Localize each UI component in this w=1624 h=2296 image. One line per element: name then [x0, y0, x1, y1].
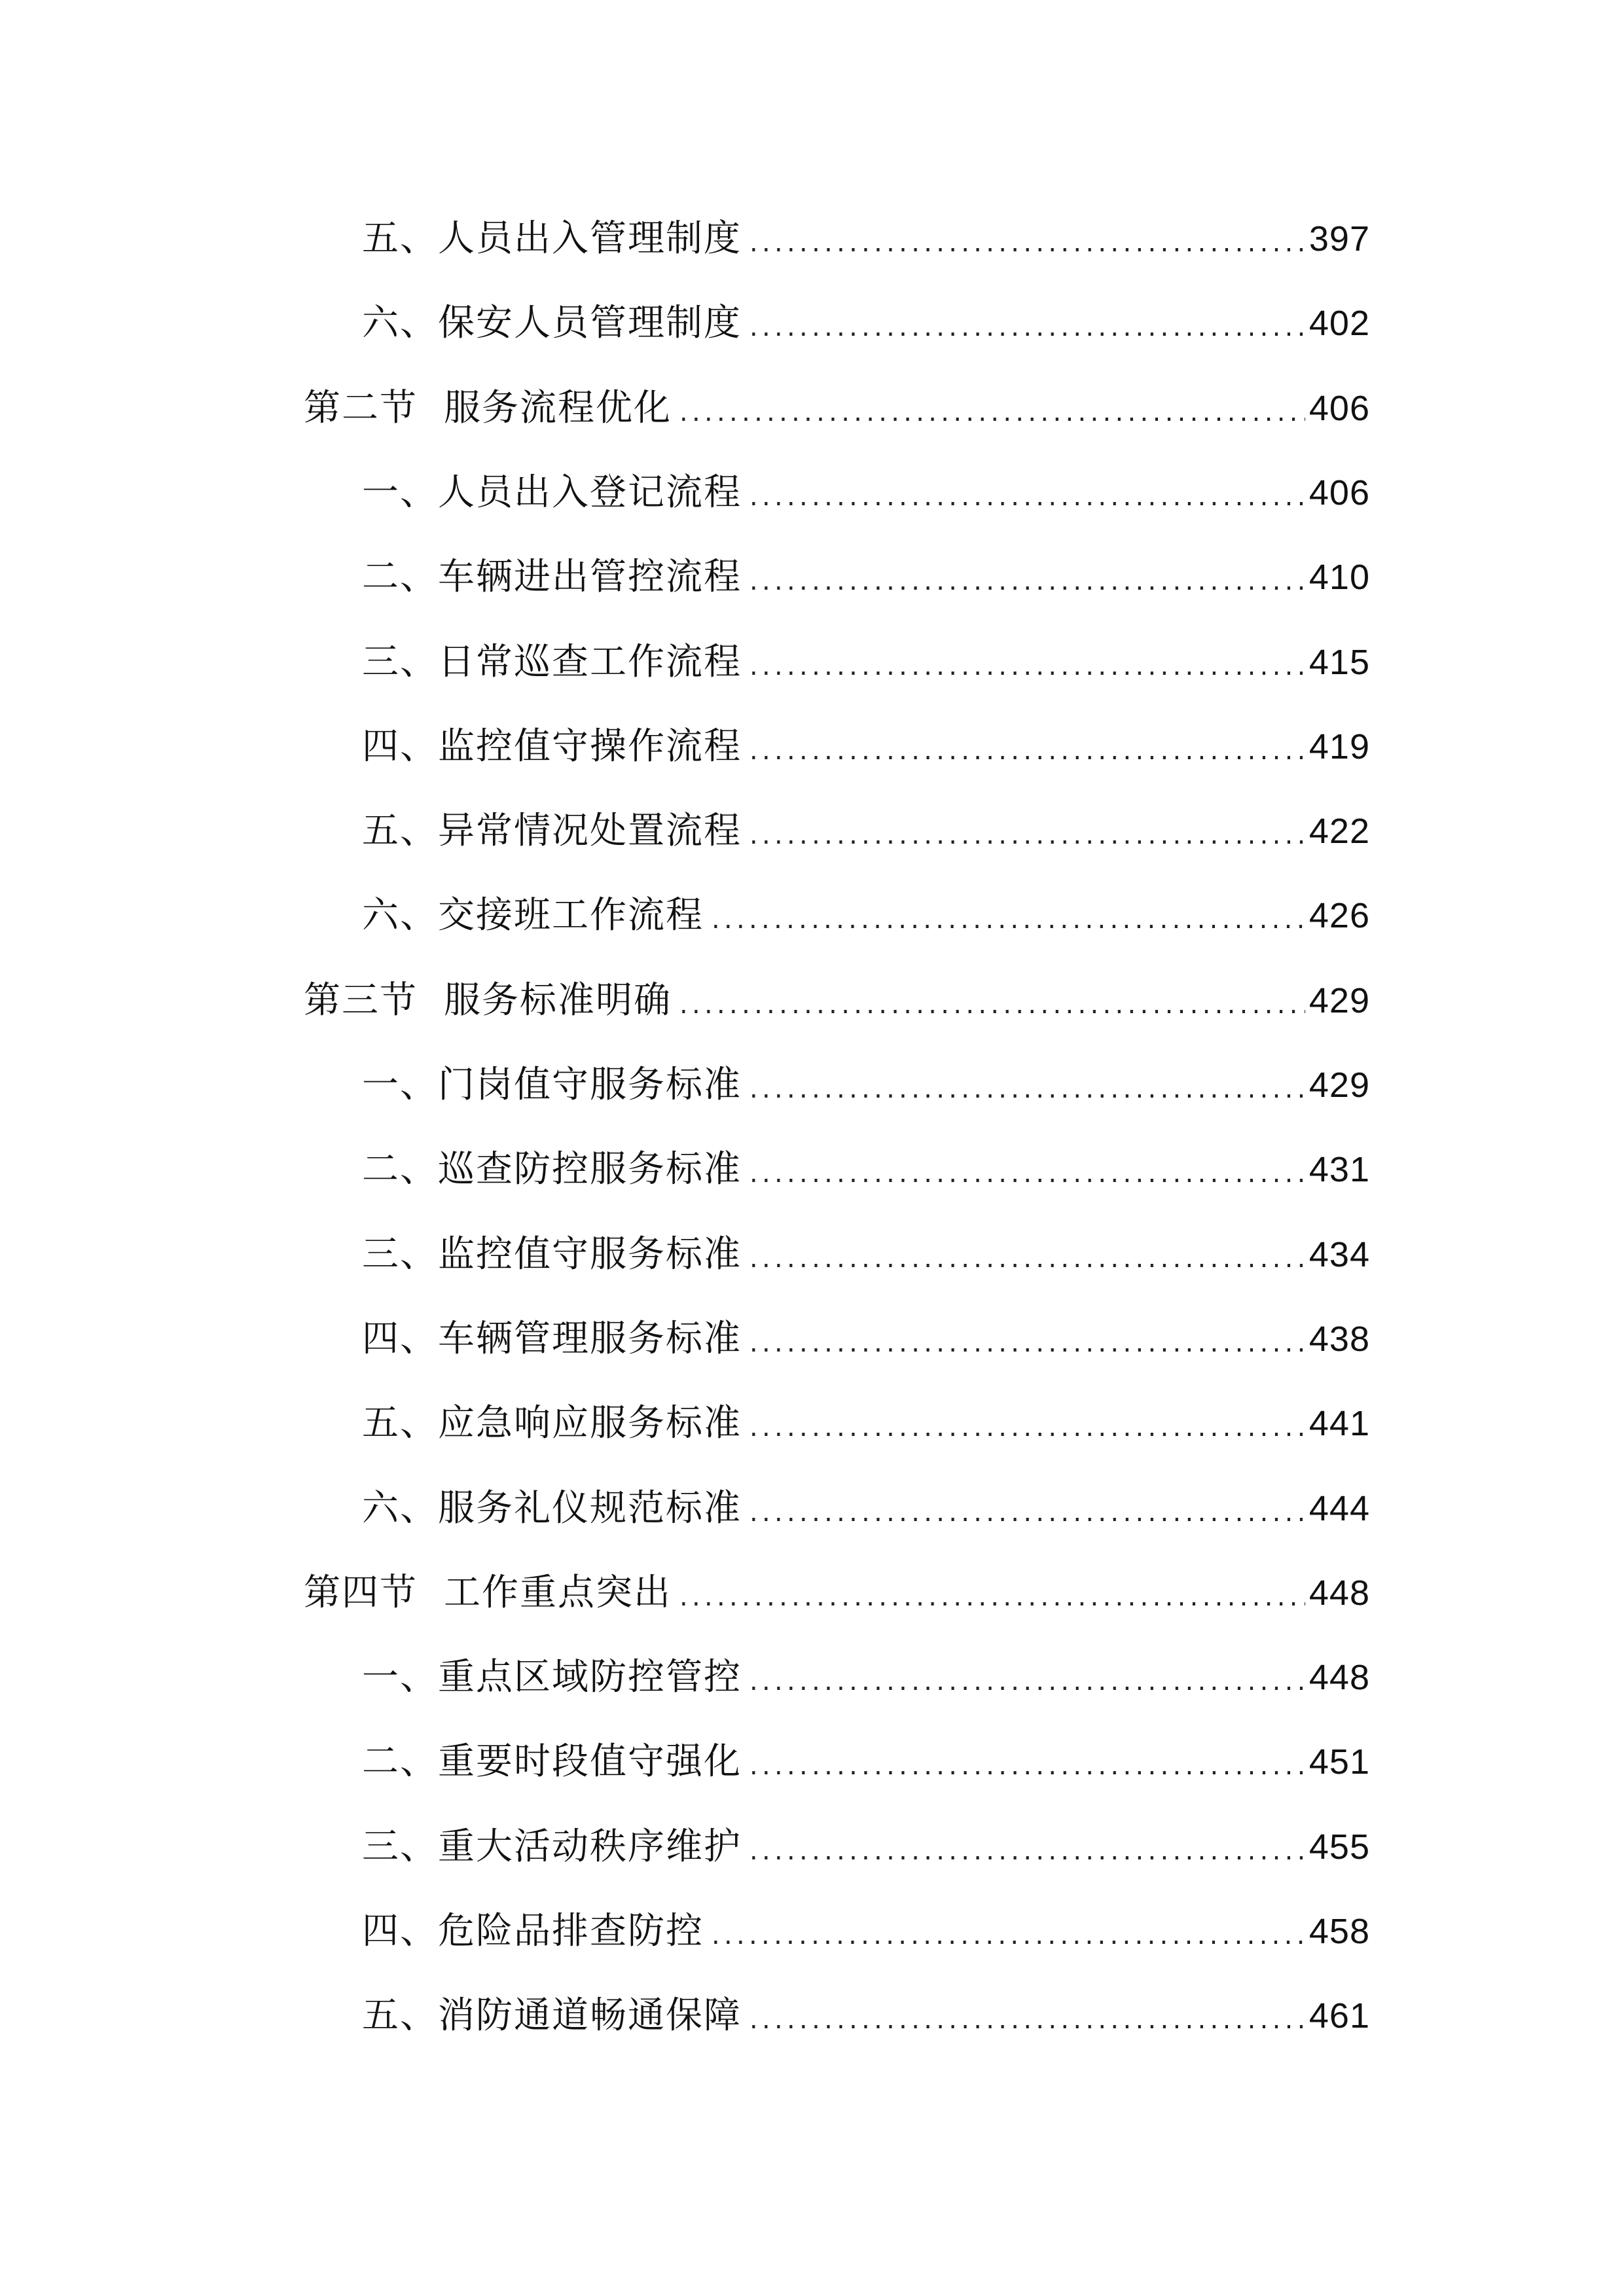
- toc-leader-dots: [749, 555, 1305, 603]
- toc-leader-dots: [749, 217, 1305, 265]
- toc-leader-dots: [712, 893, 1305, 942]
- toc-page-number: 461: [1308, 1996, 1370, 2036]
- toc-entry[interactable]: [362, 297, 1370, 350]
- toc-entry-title: 五、异常情况处置流程: [362, 810, 742, 852]
- toc-leader-dots: [679, 978, 1305, 1027]
- toc-leader-dots: [749, 1994, 1305, 2042]
- toc-page-number: 431: [1308, 1150, 1370, 1189]
- toc-entry[interactable]: [362, 1990, 1370, 2042]
- toc-entry-title: 六、服务礼仪规范标准: [362, 1487, 742, 1530]
- toc-entry-title: 六、交接班工作流程: [362, 894, 704, 937]
- toc-entry-title: 一、人员出入登记流程: [362, 471, 742, 514]
- toc-entry[interactable]: [362, 1651, 1370, 1704]
- toc-entry-title: 三、重大活动秩序维护: [362, 1825, 742, 1868]
- toc-page-number: 434: [1308, 1235, 1370, 1274]
- toc-entry-title: 二、车辆进出管控流程: [362, 556, 742, 598]
- toc-leader-dots: [749, 1655, 1305, 1704]
- toc-page-number: 397: [1308, 219, 1370, 259]
- toc-page-number: 438: [1308, 1319, 1370, 1359]
- toc-page-number: 419: [1308, 727, 1370, 766]
- toc-section-title: 第二节 服务流程优化: [304, 387, 672, 429]
- toc-section-title: 第四节 工作重点突出: [304, 1571, 672, 1614]
- toc-entry[interactable]: [362, 805, 1370, 857]
- toc-leader-dots: [679, 1571, 1305, 1619]
- toc-entry-title: 一、重点区域防控管控: [362, 1656, 742, 1698]
- toc-entry[interactable]: [362, 1905, 1370, 1958]
- toc-entry-title: 三、日常巡查工作流程: [362, 641, 742, 683]
- toc-entry-title: 六、保安人员管理制度: [362, 302, 742, 344]
- toc-entry[interactable]: [362, 1229, 1370, 1281]
- toc-section-entry[interactable]: [304, 382, 1370, 435]
- toc-leader-dots: [749, 1147, 1305, 1196]
- toc-entry-title: 五、人员出入管理制度: [362, 217, 742, 260]
- toc-entry-title: 二、巡查防控服务标准: [362, 1148, 742, 1191]
- toc-entry[interactable]: [362, 1482, 1370, 1535]
- toc-leader-dots: [749, 301, 1305, 350]
- toc-entry[interactable]: [362, 551, 1370, 603]
- toc-page-number: 429: [1308, 981, 1370, 1020]
- toc-entry-title: 二、重要时段值守强化: [362, 1740, 742, 1783]
- toc-section-title: 第三节 服务标准明确: [304, 979, 672, 1022]
- toc-page-number: 402: [1308, 304, 1370, 343]
- toc-leader-dots: [749, 1401, 1305, 1450]
- toc-entry-title: 一、门岗值守服务标准: [362, 1064, 742, 1106]
- toc-page-number: 422: [1308, 812, 1370, 851]
- toc-entry[interactable]: [362, 1143, 1370, 1196]
- toc-page-number: 458: [1308, 1912, 1370, 1951]
- toc-entry-title: 五、应急响应服务标准: [362, 1402, 742, 1444]
- toc-page-number: 451: [1308, 1742, 1370, 1782]
- toc-section-entry[interactable]: [304, 1567, 1370, 1619]
- toc-entry[interactable]: [362, 1821, 1370, 1873]
- toc-leader-dots: [679, 386, 1305, 435]
- toc-entry-title: 四、车辆管理服务标准: [362, 1318, 742, 1360]
- toc-entry-title: 四、监控值守操作流程: [362, 725, 742, 768]
- toc-entry-title: 四、危险品排查防控: [362, 1910, 704, 1952]
- toc-page-number: 406: [1308, 473, 1370, 512]
- toc-leader-dots: [749, 1317, 1305, 1365]
- toc-page-number: 426: [1308, 896, 1370, 935]
- toc-page-number: 415: [1308, 643, 1370, 682]
- toc-entry[interactable]: [362, 213, 1370, 265]
- toc-entry-title: 三、监控值守服务标准: [362, 1233, 742, 1276]
- toc-page-number: 441: [1308, 1404, 1370, 1443]
- toc-page-number: 406: [1308, 389, 1370, 428]
- toc-leader-dots: [749, 1063, 1305, 1111]
- toc-page-number: 455: [1308, 1827, 1370, 1867]
- toc-entry[interactable]: [362, 636, 1370, 689]
- toc-entry[interactable]: [362, 1313, 1370, 1365]
- toc-page-number: 429: [1308, 1066, 1370, 1105]
- toc-leader-dots: [712, 1909, 1305, 1958]
- toc-section-entry[interactable]: [304, 975, 1370, 1027]
- toc-entry[interactable]: [362, 467, 1370, 519]
- toc-entry[interactable]: [362, 1397, 1370, 1450]
- toc-leader-dots: [749, 1486, 1305, 1535]
- toc-entry[interactable]: [362, 1059, 1370, 1111]
- toc-leader-dots: [749, 809, 1305, 857]
- toc-leader-dots: [749, 640, 1305, 689]
- toc-entry-title: 五、消防通道畅通保障: [362, 1994, 742, 2037]
- toc-entry[interactable]: [362, 721, 1370, 773]
- toc-page-number: 410: [1308, 558, 1370, 597]
- toc-page-number: 444: [1308, 1489, 1370, 1528]
- toc-leader-dots: [749, 1232, 1305, 1281]
- toc-leader-dots: [749, 1740, 1305, 1788]
- toc-leader-dots: [749, 725, 1305, 773]
- toc-page-number: 448: [1308, 1658, 1370, 1697]
- toc-leader-dots: [749, 471, 1305, 519]
- toc-page-number: 448: [1308, 1573, 1370, 1613]
- toc-entry[interactable]: [362, 889, 1370, 942]
- toc-leader-dots: [749, 1825, 1305, 1873]
- toc-entry[interactable]: [362, 1736, 1370, 1788]
